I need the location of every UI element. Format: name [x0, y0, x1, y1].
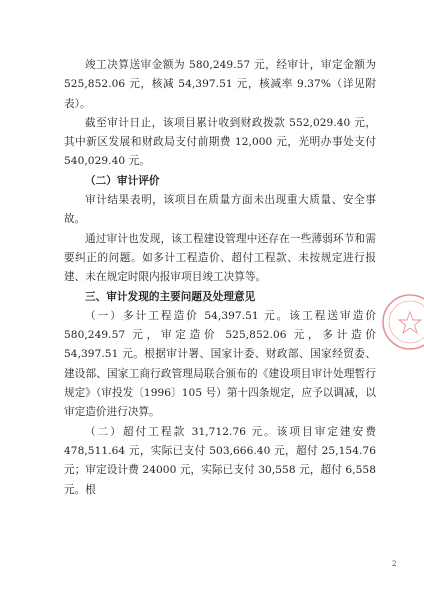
section-heading-evaluation: （二）审计评价: [85, 174, 160, 187]
paragraph-quality-result: 审计结果表明，该项目在质量方面未出现重大质量、安全事故。: [64, 194, 376, 226]
page-number: 2: [392, 560, 397, 568]
paragraph-overpayment: （二）超付工程款 31,712.76 元。该项目审定建安费 478,511.64 元，实际已支付 503,666.40 元，超付 25,154.76 元；审定设计费 24000 元，实际已支付 30,558 元，超付 6,558 元。根: [64, 425, 376, 496]
section-heading-findings: 三、审计发现的主要问题及处理意见: [85, 290, 256, 303]
official-seal-stamp: [378, 290, 424, 354]
paragraph-weaknesses: 通过审计也发现，该工程建设管理中还存在一些薄弱环节和需要纠正的问题。如多计工程造价、超付工程款、未按规定进行报建、未在规定时限内报审项目竣工决算等。: [64, 232, 376, 284]
paragraph-overstated-cost: （一）多计工程造价 54,397.51 元。该工程送审造价 580,249.57 元，审定造价 525,852.06 元，多计造价 54,397.51 元。根据审计署、国家计委、财政部、国家经贸委、建设部、国家工商行政管理局联合颁布的《建设项目审计处理暂行规定》（审投发〔1996〕105 号）第十四条规定，应予以调减，以审定造价进行决算。: [64, 309, 376, 419]
paragraph-final-amount: 竣工决算送审金额为 580,249.57 元，经审计，审定金额为 525,852.06 元，核减 54,397.51 元，核减率 9.37%（详见附表）。: [64, 59, 376, 110]
document-body: [64, 56, 376, 500]
paragraph-funding: 截至审计日止，该项目累计收到财政拨款 552,029.40 元，其中新区发展和财政局支付前期费 12,000 元，光明办事处支付 540,029.40 元。: [64, 116, 376, 168]
